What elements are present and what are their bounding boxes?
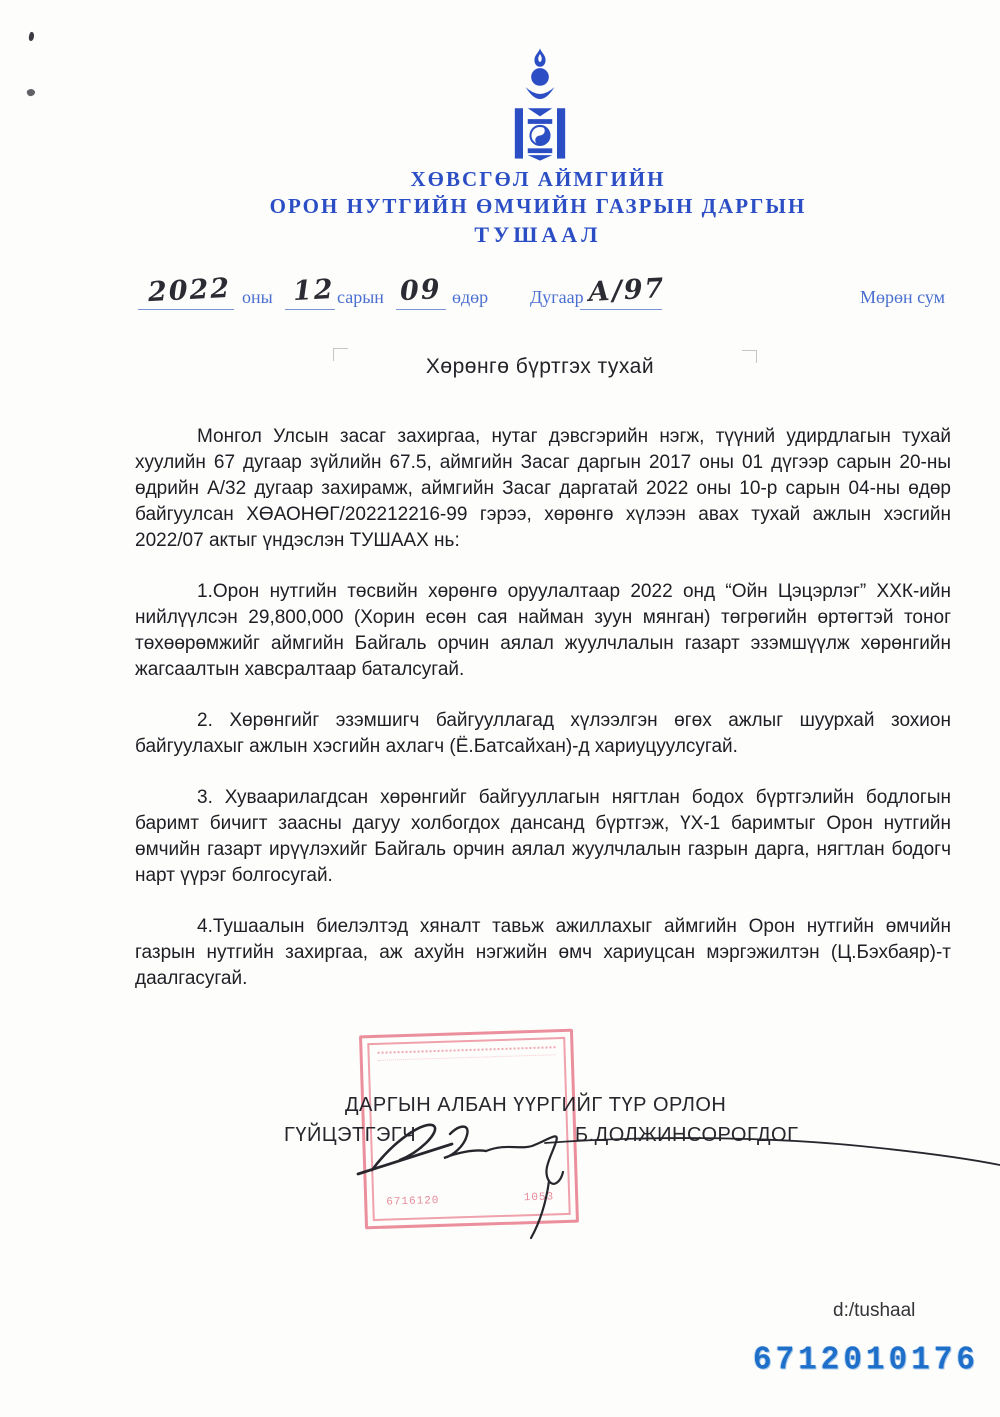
day-label: өдөр (452, 287, 489, 307)
handwritten-day: 09 (399, 273, 443, 308)
soyombo-emblem-icon (506, 48, 574, 161)
year-label: оны (242, 287, 273, 307)
paragraph-1: 1.Орон нутгийн төсвийн хөрөнгө оруулалтаар 2022 онд “Ойн Цэцэрлэг” ХХК-ийн нийлүүлсэн 29,800,000 (Хорин есөн сая найман зуун мянган) төгрөгийн өртөгтэй тоног төхөөрөмжийг аймгийн Байгаль орчин аялал жуулчлалын газарт эзэмшүүлж хөрөнгийн жагсаалтын хавсралтаар баталсугай. (135, 581, 951, 680)
handwritten-document-number: А/97 (587, 272, 667, 309)
handwritten-month: 12 (292, 273, 336, 308)
underline (580, 309, 662, 311)
scan-speck (28, 32, 35, 42)
signature-title-line2: ГҮЙЦЭТГЭГЧ (284, 1124, 417, 1146)
paragraph-4: 4.Тушаалын биелэлтэд хяналт тавьж ажиллахыг аймгийн Орон нутгийн өмчийн газрын нутгийн захиргаа, аж ахуйн нэгжийн өмч хариуцсан мэргэжилтэн (Ц.Бэхбаяр)-т даалгасугай. (135, 916, 951, 989)
document-type: ТУШААЛ (474, 222, 602, 247)
underline (285, 309, 335, 311)
paragraph-2: 2. Хөрөнгийг эзэмшигч байгууллагад хүлээлгэн өгөх ажлыг шуурхай зохион байгуулахыг ажлын хэсгийн ахлагч (Ё.Батсайхан)-д хариуцуулсугай. (135, 710, 951, 757)
handwritten-year: 2022 (147, 272, 232, 309)
date-number-line (0, 268, 1000, 314)
location-label: Мөрөн сум (860, 287, 946, 307)
document-body (135, 424, 951, 1017)
stamp-microtext (378, 1046, 556, 1061)
letterhead (0, 166, 1000, 250)
paragraph-preamble: Монгол Улсын засаг захиргаа, нутаг дэвсгэрийн нэгж, түүний удирдлагын тухай хуулийн 67 дугаар зүйлийн 67.5, аймгийн Засаг даргын 2017 оны 01 дүгээр сарын 20-ны өдрийн А/32 дугаар захирамж, аймгийн Засаг даргатай 2022 оны 10-р сарын 04-ны өдөр байгуулсан ХӨАОНӨГ/202212216-99 гэрээ, хөрөнгө хүлээн авах тухай ажлын хэсгийн 2022/07 актыг үндэслэн ТУШААХ нь: (135, 426, 951, 551)
org-name-line2: ОРОН НУТГИЙН ӨМЧИЙН ГАЗРЫН ДАРГЫН (269, 194, 807, 218)
month-label: сарын (337, 287, 384, 307)
stamp-digits-left: 6716120 (386, 1194, 440, 1209)
document-title: Хөрөнгө бүртгэх тухай (425, 355, 655, 378)
paragraph-3: 3. Хуваарилагдсан хөрөнгийг байгууллагын нягтлан бодох бүртгэлийн бодлогын баримт бичигт заасны дагуу холбогдох дансанд бүртгэж, ҮХ-1 баримтыг Орон нутгийн өмчийн газарт ирүүлэхийг Байгаль орчин аялал жуулчлалын газрын дарга, нягтлан бодогч нарт үүрэг болгосугай. (135, 787, 951, 886)
scan-speck (26, 88, 36, 97)
number-label: Дугаар (530, 287, 584, 307)
signature-title-line1: ДАРГЫН АЛБАН ҮҮРГИЙГ ТҮР ОРЛОН (345, 1094, 727, 1116)
underline (396, 309, 446, 311)
underline (138, 309, 234, 311)
org-name-line1: ХӨВСГӨЛ АЙМГИЙН (410, 167, 666, 191)
signatory-name: Б.ДОЛЖИНСОРОГДОГ (575, 1124, 799, 1146)
file-reference: d:/tushaal (833, 1300, 916, 1321)
registration-number-stamp: 6712010176 (753, 1341, 980, 1380)
stamp-digits-right: 1053 (523, 1191, 555, 1205)
